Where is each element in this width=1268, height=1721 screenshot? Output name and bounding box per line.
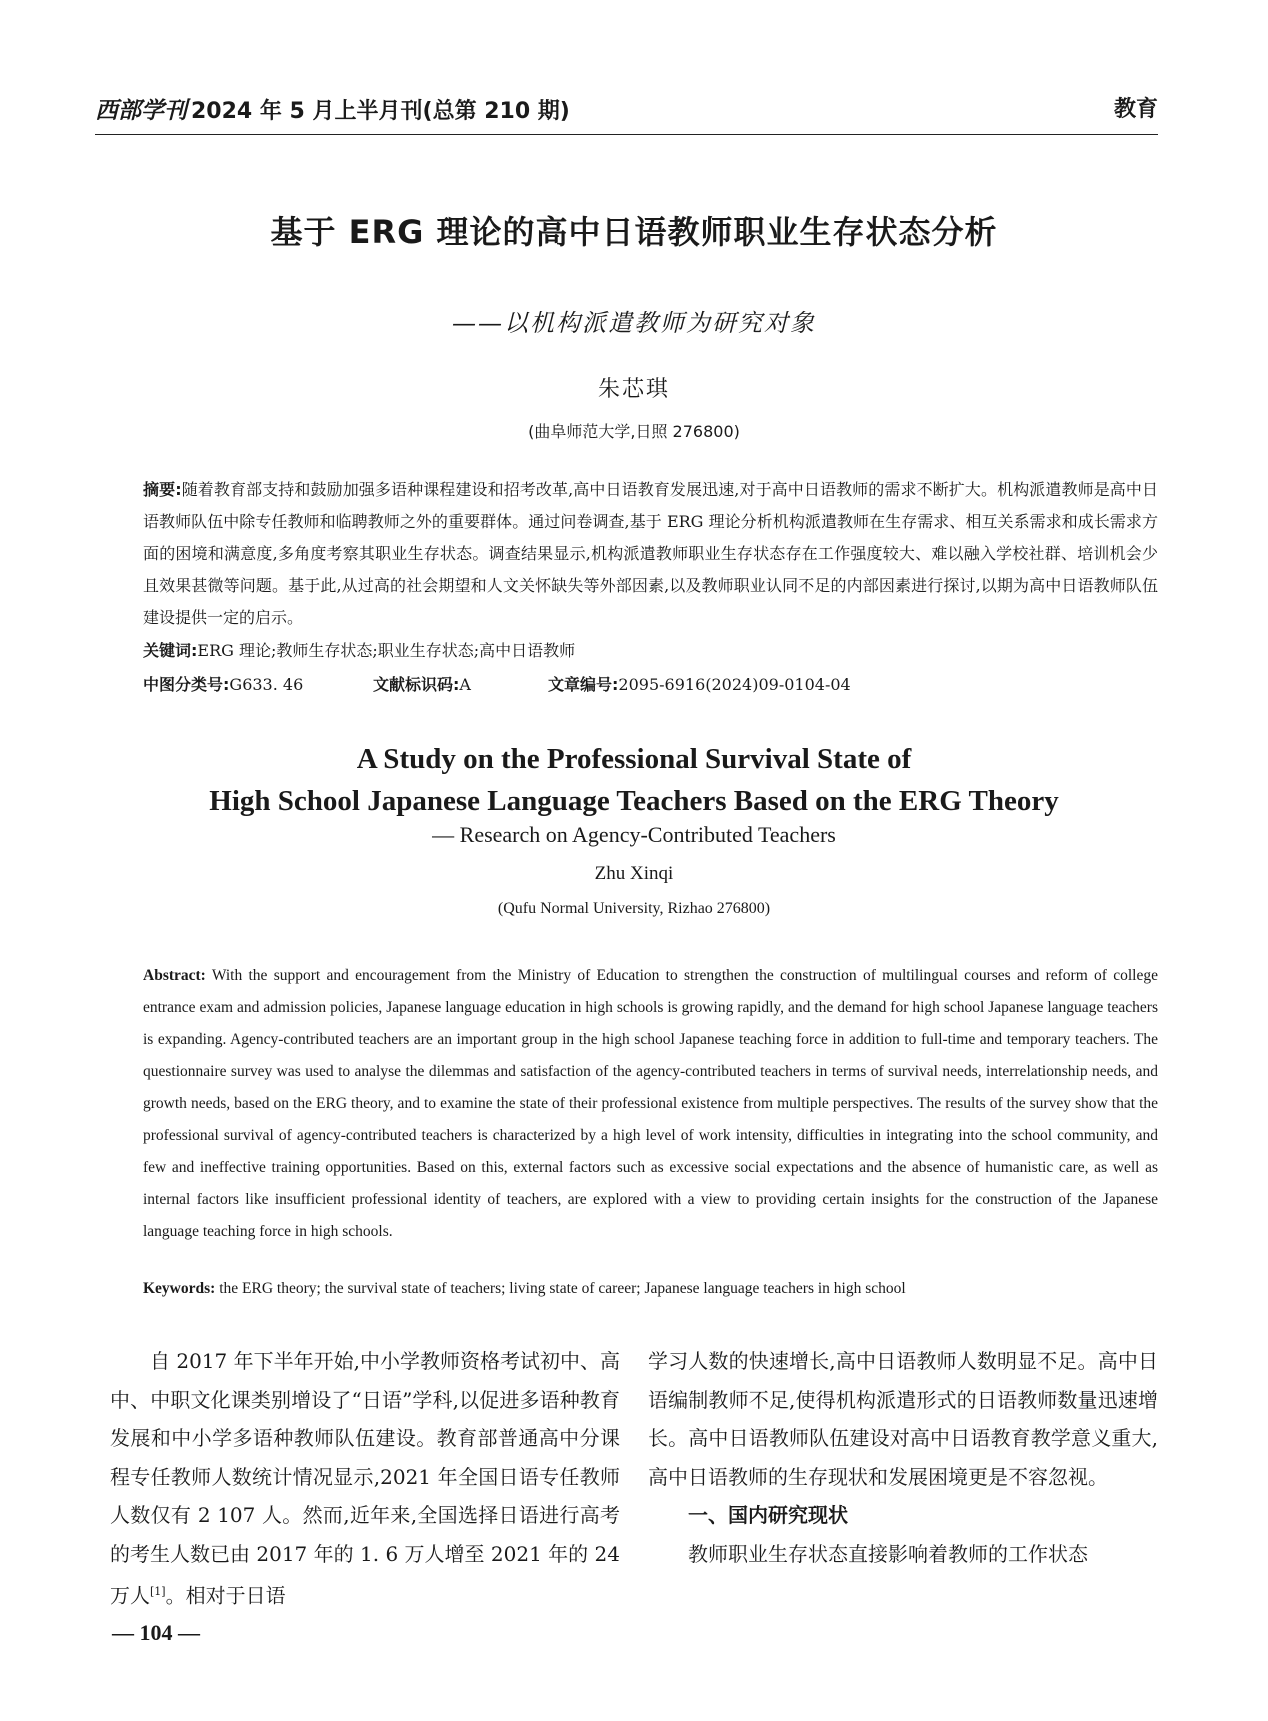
keywords-en xyxy=(143,1280,1158,1298)
body-paragraph: 教师职业生存状态直接影响着教师的工作状态 xyxy=(688,1541,1088,1566)
affiliation-zh: (曲阜师范大学,日照 276800) xyxy=(528,422,740,441)
doc-label: 文献标识码: xyxy=(373,675,460,694)
affiliation-en: (Qufu Normal University, Rizhao 276800) xyxy=(497,900,771,917)
author-zh: 朱芯琪 xyxy=(597,377,670,402)
keywords-zh xyxy=(143,638,1158,661)
abstract-en xyxy=(143,960,1158,1248)
abstract-en-label: Abstract: xyxy=(143,967,206,984)
section-heading: 一、国内研究现状 xyxy=(688,1503,848,1527)
clc-number xyxy=(143,672,373,695)
title-zh: 基于 ERG 理论的高中日语教师职业生存状态分析 xyxy=(270,213,998,251)
keywords-zh-label: 关键词: xyxy=(143,641,198,660)
body-paragraph xyxy=(110,1342,620,1615)
body-paragraph: 学习人数的快速增长,高中日语教师人数明显不足。高中日语编制教师不足,使得机构派遣形式的日语教师数量迅速增长。高中日语教师队伍建设对高中日语教育教学意义重大,高中日语教师的生存现状和发展困境更是不容忽视。 xyxy=(648,1349,1158,1489)
title-en-line2: High School Japanese Language Teachers Based on the ERG Theory xyxy=(209,785,1059,817)
article-number xyxy=(548,672,851,695)
doc-value: A xyxy=(459,675,471,694)
page-header xyxy=(95,84,1158,135)
article-label: 文章编号: xyxy=(548,675,619,694)
subtitle-zh: ——以机构派遣教师为研究对象 xyxy=(452,309,816,337)
doc-code xyxy=(373,672,548,695)
abstract-zh-text: 随着教育部支持和鼓励加强多语种课程建设和招考改革,高中日语教育发展迅速,对于高中日语教师的需求不断扩大。机构派遣教师是高中日语教师队伍中除专任教师和临聘教师之外的重要群体。通过问卷调查,基于 ERG 理论分析机构派遣教师在生存需求、相互关系需求和成长需求方面的困境和满意度,多角度考察其职业生存状态。调查结果显示,机构派遣教师职业生存状态存在工作强度较大、难以融入学校社群、培训机会少且效果甚微等问题。基于此,从过高的社会期望和人文关怀缺失等外部因素,以及教师职业认同不足的内部因素进行探讨,以期为高中日语教师队伍建设提供一定的启示。 xyxy=(143,480,1158,627)
body-left-text: 自 2017 年下半年开始,中小学教师资格考试初中、高中、中职文化课类别增设了“日语”学科,以促进多语种教育发展和中小学多语种教师队伍建设。教育部普通高中分课程专任教师人数统计情况显示,2021 年全国日语专任教师人数仅有 2 107 人。然而,近年来,全国选择日语进行高考的考生人数已由 2017 年的 1. 6 万人增至 2021 年的 24 万人 xyxy=(110,1349,620,1608)
body-column-right xyxy=(648,1342,1158,1573)
abstract-zh xyxy=(143,474,1158,634)
clc-value: G633. 46 xyxy=(229,675,304,694)
page-number: — 104 — xyxy=(112,1620,200,1645)
body-column-left xyxy=(110,1342,620,1615)
article-meta-zh xyxy=(143,672,1158,695)
keywords-zh-text: ERG 理论;教师生存状态;职业生存状态;高中日语教师 xyxy=(197,641,576,660)
author-en: Zhu Xinqi xyxy=(594,863,674,884)
body-left-tail: 。相对于日语 xyxy=(165,1583,286,1608)
keywords-en-label: Keywords: xyxy=(143,1280,216,1297)
title-en xyxy=(0,738,1268,822)
clc-label: 中图分类号: xyxy=(143,675,230,694)
article-value: 2095-6916(2024)09-0104-04 xyxy=(618,675,851,694)
subtitle-en: — Research on Agency-Contributed Teachers xyxy=(432,822,836,847)
abstract-zh-label: 摘要: xyxy=(143,480,182,499)
section-label: 教育 xyxy=(1113,97,1158,122)
issue-info: 2024 年 5 月上半月刊(总第 210 期) xyxy=(191,99,570,124)
abstract-en-text: With the support and encouragement from the Ministry of Education to strengthen the construction of multilingual courses and reform of college entrance exam and admission policies, Japanese language education in high schools is growing rapidly, and the demand for high school Japanese language teachers is expanding. Agency-contributed teachers are an important group in the high school Japanese teaching force in addition to full-time and temporary teachers. The questionnaire survey was used to analyse the dilemmas and satisfaction of the agency-contributed teachers in terms of survival needs, interrelationship needs, and growth needs, based on the ERG theory, and to examine the state of their professional existence from multiple perspectives. The results of the survey show that the professional survival of agency-contributed teachers is characterized by a high level of work intensity, difficulties in integrating into the school community, and few and ineffective training opportunities. Based on this, external factors such as excessive social expectations and the absence of humanistic care, as well as internal factors like insufficient professional identity of teachers, are explored with a view to providing certain insights for the construction of the Japanese language teaching force in high schools. xyxy=(143,967,1158,1240)
journal-logo: 西部学刊 xyxy=(95,97,187,124)
citation-ref: [1] xyxy=(150,1585,166,1598)
keywords-en-text: the ERG theory; the survival state of teachers; living state of career; Japanese language teachers in high school xyxy=(219,1280,906,1297)
title-en-line1: A Study on the Professional Survival State of xyxy=(356,743,912,775)
header-journal-issue xyxy=(95,92,570,125)
